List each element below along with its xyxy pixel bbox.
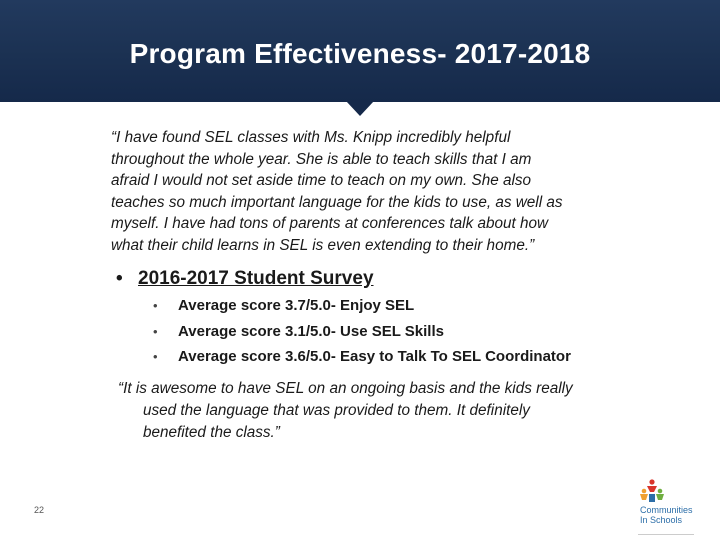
quote-line: used the language that was provided to them. It definitely (143, 402, 530, 419)
survey-result-text: Average score 3.7/5.0- Enjoy SEL (178, 297, 415, 314)
student-quote (118, 378, 608, 444)
logo-head-icon (649, 479, 654, 484)
quote-line: benefited the class.” (143, 424, 280, 441)
page-number: 22 (34, 505, 45, 515)
quote-line: “It is awesome to have SEL on an ongoing basis and the kids really (118, 380, 573, 397)
logo-head-icon (642, 489, 647, 494)
logo-figure-icon (656, 494, 664, 500)
bullet-icon: • (153, 298, 158, 313)
list-item (153, 297, 571, 323)
quote-line: what their child learns in SEL is even extending to their home.” (111, 236, 535, 254)
logo-head-icon (658, 489, 663, 494)
logo-figures-icon (636, 478, 668, 508)
logo-text-line: Communities (640, 505, 693, 515)
quote-line: teaches so much important language for the kids to use, as well as (111, 193, 563, 211)
list-item (153, 323, 571, 349)
teacher-quote (111, 127, 611, 257)
logo-figure-icon (649, 494, 655, 502)
logo-text-line: In Schools (640, 515, 683, 525)
logo-wordmark (640, 505, 712, 525)
bullet-icon: • (116, 268, 123, 289)
quote-line: “I have found SEL classes with Ms. Knipp incredibly helpful (111, 129, 511, 146)
slide-title: Program Effectiveness- 2017-2018 (129, 38, 591, 69)
bullet-icon: • (153, 323, 158, 339)
communities-in-schools-logo (632, 478, 712, 538)
survey-result-text: Average score 3.6/5.0- Easy to Talk To SEL Coordinator (178, 348, 571, 365)
logo-figure-icon (640, 494, 648, 500)
survey-heading (116, 268, 374, 290)
bullet-icon: • (153, 349, 158, 364)
survey-result-text: Average score 3.1/5.0- Use SEL Skills (178, 322, 444, 340)
list-item (153, 348, 571, 374)
logo-figure-icon (647, 486, 657, 492)
banner-notch (346, 101, 374, 116)
quote-line: afraid I would not set aside time to teach on my own. She also (111, 172, 532, 190)
survey-results-list (153, 297, 571, 374)
quote-line: throughout the whole year. She is able to teach skills that I am (111, 150, 532, 168)
quote-line: myself. I have had tons of parents at conferences talk about how (111, 215, 549, 233)
survey-heading-text: 2016-2017 Student Survey (138, 268, 374, 289)
